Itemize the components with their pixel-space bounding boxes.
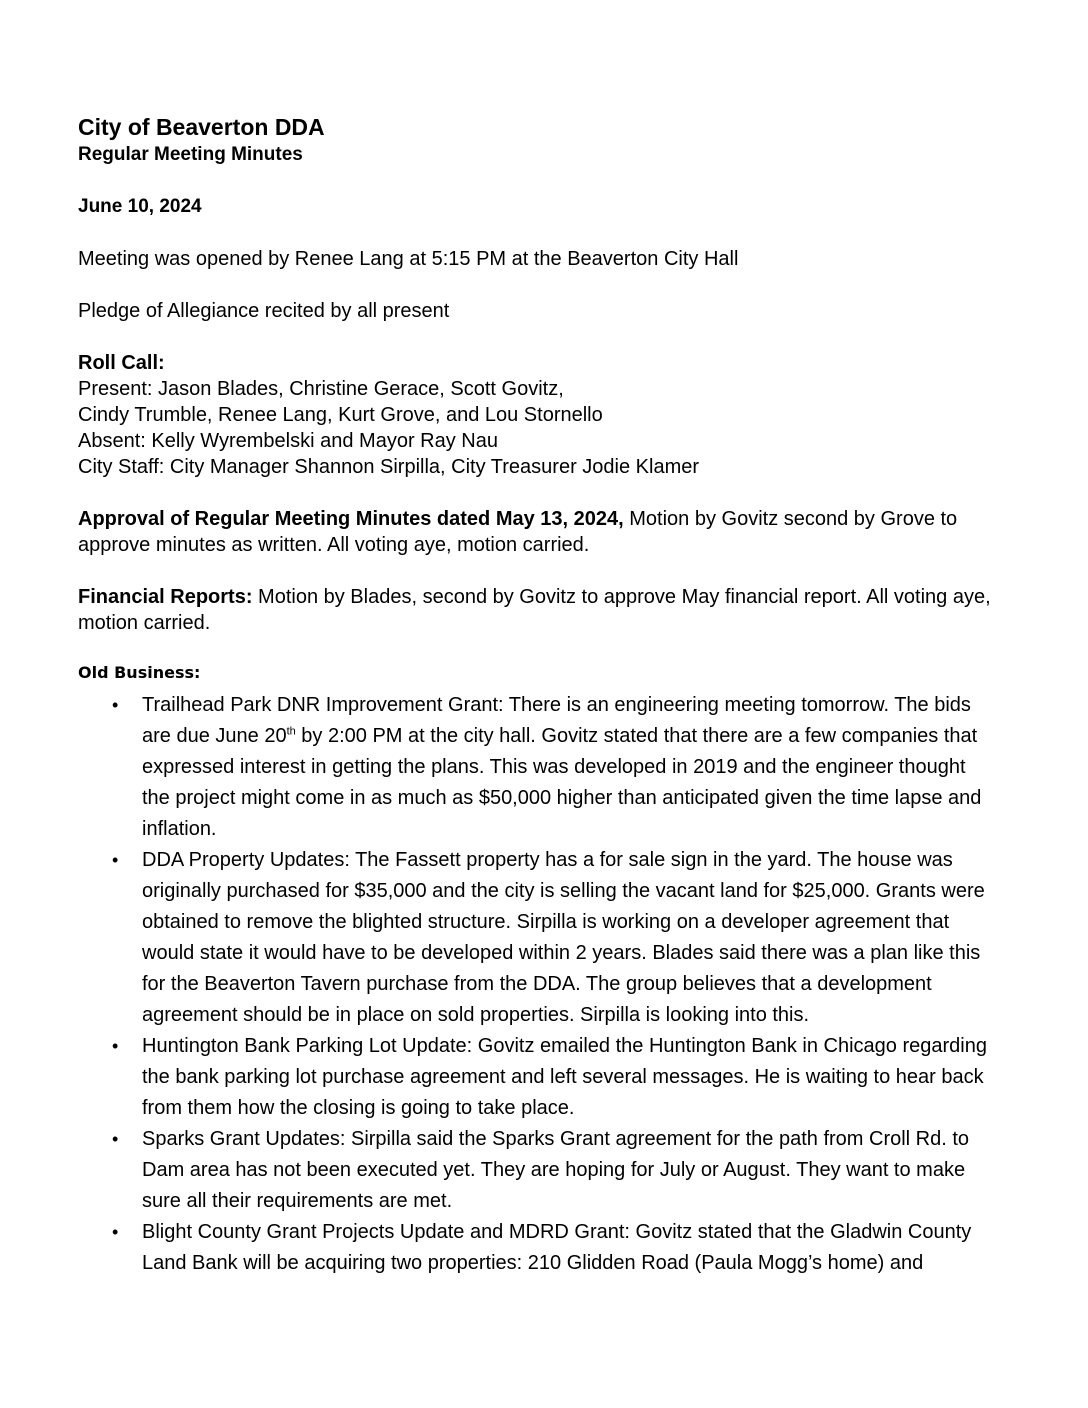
document-page (78, 112, 998, 1279)
approval-paragraph (78, 506, 998, 558)
list-item (78, 1217, 998, 1279)
bullet-icon: • (112, 1036, 119, 1056)
list-item (78, 1124, 998, 1217)
document-title: City of Beaverton DDA (78, 114, 325, 140)
roll-call-line: Absent: Kelly Wyrembelski and Mayor Ray Nau (78, 430, 498, 452)
document-subtitle: Regular Meeting Minutes (78, 144, 303, 165)
item-text: Blight County Grant Projects Update and MDRD Grant: Govitz stated that the Gladwin County Land Bank will be acquiring two properties: 210 Glidden Road (Paula Mogg’s home) and (142, 1221, 972, 1274)
list-item (78, 1031, 998, 1124)
opening-paragraph: Meeting was opened by Renee Lang at 5:15 PM at the Beaverton City Hall (78, 248, 739, 270)
financial-label: Financial Reports: (78, 586, 253, 608)
bullet-icon: • (112, 1129, 119, 1149)
approval-label: Approval of Regular Meeting Minutes dated May 13, 2024, (78, 508, 624, 530)
item-text: Sparks Grant Updates: Sirpilla said the Sparks Grant agreement for the path from Croll Rd. to Dam area has not been executed yet. They are hoping for July or August. They want to make sure all their requirements are met. (142, 1128, 970, 1212)
bullet-icon: • (112, 850, 119, 870)
financial-text: Motion by Blades, second by Govitz to approve May financial report. All voting aye, motion carried. (78, 586, 991, 634)
roll-call-line: Present: Jason Blades, Christine Gerace, Scott Govitz, (78, 378, 564, 400)
old-business-list (78, 690, 998, 1279)
bullet-icon: • (112, 695, 119, 715)
financial-paragraph (78, 584, 998, 636)
roll-call-line: City Staff: City Manager Shannon Sirpilla, City Treasurer Jodie Klamer (78, 456, 700, 478)
bullet-icon: • (112, 1222, 119, 1242)
pledge-paragraph: Pledge of Allegiance recited by all present (78, 300, 450, 322)
item-text-cont: by 2:00 PM at the city hall. Govitz stated that there are a few companies that expressed interest in getting the plans. This was developed in 2019 and the engineer thought the project might come in as much as $50,000 higher than anticipated given the time lapse and inflation. (142, 725, 982, 840)
old-business-heading: Old Business: (78, 663, 201, 682)
meeting-date: June 10, 2024 (78, 196, 202, 217)
list-item (78, 690, 998, 845)
ordinal-suffix: th (286, 725, 296, 738)
item-text: Trailhead Park DNR Improvement Grant: There is an engineering meeting tomorrow. The bids are due June 20 (142, 694, 971, 747)
roll-call-block (78, 376, 998, 480)
list-item (78, 845, 998, 1031)
approval-text: Motion by Govitz second by Grove to approve minutes as written. All voting aye, motion carried. (78, 508, 958, 556)
item-text: Huntington Bank Parking Lot Update: Govitz emailed the Huntington Bank in Chicago regarding the bank parking lot purchase agreement and left several messages. He is waiting to hear back from them how the closing is going to take place. (142, 1035, 987, 1119)
roll-call-heading: Roll Call: (78, 352, 165, 374)
roll-call-line: Cindy Trumble, Renee Lang, Kurt Grove, and Lou Stornello (78, 404, 603, 426)
item-text: DDA Property Updates: The Fassett property has a for sale sign in the yard. The house was originally purchased for $35,000 and the city is selling the vacant land for $25,000. Grants were obtained to remove the blighted structure. Sirpilla is working on a developer agreement that would state it would have to be developed within 2 years. Blades said there was a plan like this for the Beaverton Tavern purchase from the DDA. The group believes that a development agreement should be in place on sold properties. Sirpilla is looking into this. (142, 849, 985, 1026)
